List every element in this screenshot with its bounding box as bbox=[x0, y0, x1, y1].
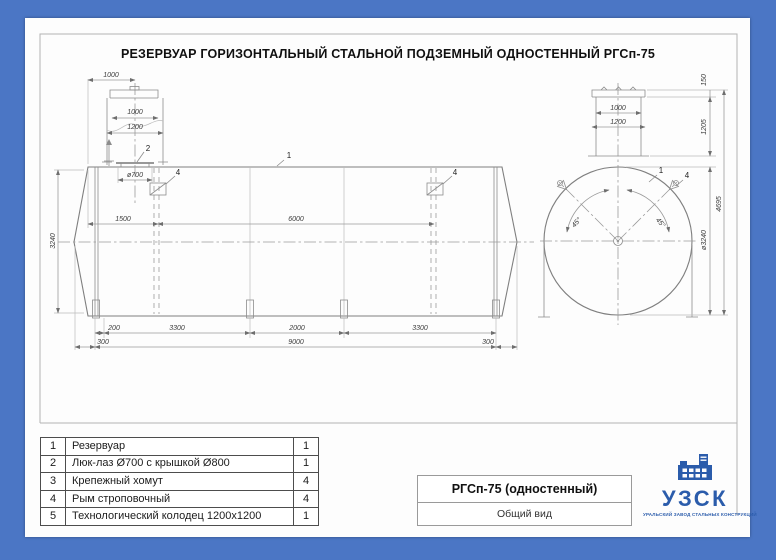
dim-margin-right: 300 bbox=[482, 339, 494, 346]
table-row bbox=[41, 508, 319, 526]
table-row bbox=[41, 490, 319, 508]
end-view-callouts bbox=[649, 166, 690, 186]
part-name: Люк-лаз Ø700 с крышкой Ø800 bbox=[66, 455, 294, 473]
page-title: РЕЗЕРВУАР ГОРИЗОНТАЛЬНЫЙ СТАЛЬНОЙ ПОДЗЕМНЫЙ ОДНОСТЕННЫЙ РГСп-75 bbox=[120, 47, 656, 61]
part-name: Рым строповочный bbox=[66, 490, 294, 508]
part-num: 1 bbox=[41, 438, 66, 456]
dim-ev-well-inner: 1000 bbox=[610, 105, 626, 112]
dim-lid-height: 150 bbox=[701, 74, 708, 86]
dim-manhole-dia: ø700 bbox=[127, 172, 143, 179]
part-num: 5 bbox=[41, 508, 66, 526]
callout-ev-lug: 4 bbox=[684, 171, 690, 180]
part-qty: 4 bbox=[294, 490, 319, 508]
dim-total-length: 9000 bbox=[288, 339, 304, 346]
title-block bbox=[417, 475, 632, 526]
side-view-dimensions bbox=[50, 72, 517, 350]
logo-abbr: УЗСК bbox=[661, 486, 729, 511]
logo-tagline: УРАЛЬСКИЙ ЗАВОД СТАЛЬНЫХ КОНСТРУКЦИЙ bbox=[643, 512, 757, 517]
side-view-callouts bbox=[137, 144, 458, 184]
end-view bbox=[538, 74, 728, 325]
dim-well-inner: 1000 bbox=[127, 109, 143, 116]
dim-seg4: 3300 bbox=[412, 325, 428, 332]
dim-seg3: 2000 bbox=[289, 325, 305, 332]
part-num: 2 bbox=[41, 455, 66, 473]
dim-angle-right: 45° bbox=[653, 216, 667, 230]
dim-diameter: ø3240 bbox=[701, 230, 708, 250]
support-legs bbox=[93, 300, 500, 318]
part-name: Резервуар bbox=[66, 438, 294, 456]
dim-well-offset: 1000 bbox=[103, 72, 119, 79]
part-name: Технологический колодец 1200x1200 bbox=[66, 508, 294, 526]
dim-span-mid: 6000 bbox=[288, 216, 304, 223]
dim-span-left: 1500 bbox=[115, 216, 131, 223]
dim-height: 3240 bbox=[50, 233, 57, 249]
part-name: Крепежный хомут bbox=[66, 473, 294, 491]
side-view bbox=[50, 72, 534, 350]
callout-manhole: 2 bbox=[145, 144, 151, 153]
part-qty: 4 bbox=[294, 473, 319, 491]
part-num: 3 bbox=[41, 473, 66, 491]
callout-ev-tank: 1 bbox=[658, 166, 664, 175]
clamp-symbol bbox=[150, 183, 443, 195]
part-num: 4 bbox=[41, 490, 66, 508]
end-view-dimensions bbox=[592, 74, 728, 315]
part-qty: 1 bbox=[294, 508, 319, 526]
dim-seg2: 3300 bbox=[169, 325, 185, 332]
callout-clamp-right: 4 bbox=[452, 168, 458, 177]
model-name: РГСп-75 (одностенный) bbox=[418, 476, 631, 503]
factory-icon bbox=[672, 452, 718, 482]
dim-well-outer: 1200 bbox=[127, 124, 143, 131]
dim-neck-height: 1205 bbox=[701, 119, 708, 135]
parts-table bbox=[40, 437, 319, 526]
callout-tank: 1 bbox=[286, 151, 292, 160]
company-logo bbox=[643, 452, 757, 517]
view-name: Общий вид bbox=[496, 508, 553, 520]
dim-overall-height: 4695 bbox=[716, 196, 723, 212]
table-row bbox=[41, 473, 319, 491]
dim-seg1: 200 bbox=[108, 325, 120, 332]
table-row bbox=[41, 455, 319, 473]
part-qty: 1 bbox=[294, 438, 319, 456]
dim-angle-left: 45° bbox=[570, 216, 584, 230]
callout-clamp-top: 4 bbox=[175, 168, 181, 177]
dim-margin-left: 300 bbox=[97, 339, 109, 346]
table-row bbox=[41, 438, 319, 456]
part-qty: 1 bbox=[294, 455, 319, 473]
dim-ev-well-outer: 1200 bbox=[610, 119, 626, 126]
